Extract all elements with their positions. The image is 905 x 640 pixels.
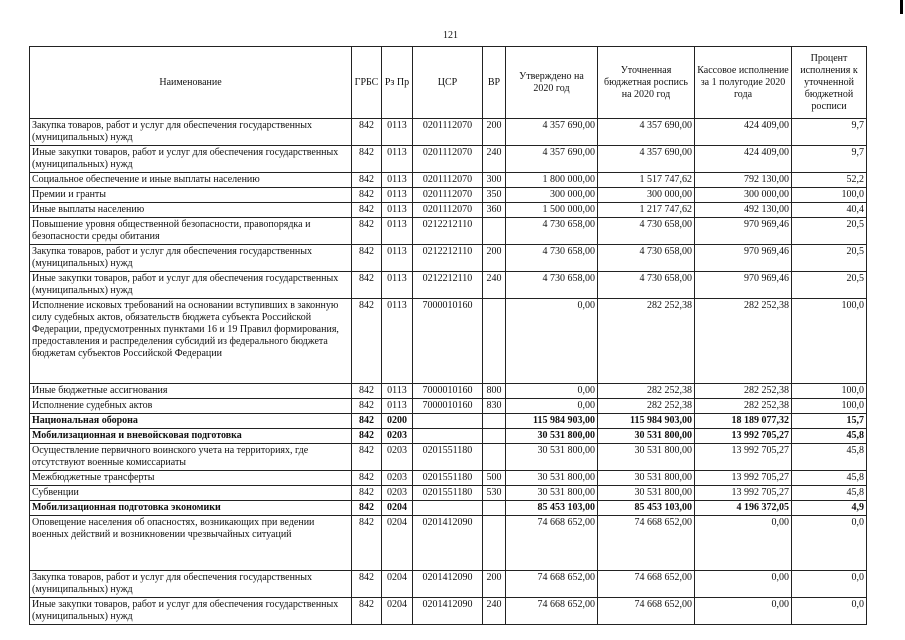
cell-cash: 0,00 xyxy=(695,516,792,571)
cell-name: Закупка товаров, работ и услуг для обеспечения государственных (муниципальных) нужд xyxy=(30,571,352,598)
cell-csr: 7000010160 xyxy=(413,384,483,399)
cell-grbs: 842 xyxy=(352,399,382,414)
cell-approved: 30 531 800,00 xyxy=(506,471,598,486)
cell-refined: 30 531 800,00 xyxy=(598,471,695,486)
cell-grbs: 842 xyxy=(352,444,382,471)
cell-percent: 45,8 xyxy=(792,486,867,501)
cell-grbs: 842 xyxy=(352,486,382,501)
cell-grbs: 842 xyxy=(352,218,382,245)
cell-cash: 792 130,00 xyxy=(695,173,792,188)
cell-percent: 52,2 xyxy=(792,173,867,188)
cell-name: Иные закупки товаров, работ и услуг для обеспечения государственных (муниципальных) нужд xyxy=(30,272,352,299)
cell-approved: 1 800 000,00 xyxy=(506,173,598,188)
cell-approved: 30 531 800,00 xyxy=(506,486,598,501)
cell-refined: 300 000,00 xyxy=(598,188,695,203)
table-row xyxy=(30,173,867,188)
cell-rzpr: 0113 xyxy=(382,399,413,414)
cell-name: Субвенции xyxy=(30,486,352,501)
cell-csr: 0201551180 xyxy=(413,486,483,501)
cell-percent: 100,0 xyxy=(792,188,867,203)
cell-grbs: 842 xyxy=(352,245,382,272)
cell-name: Иные закупки товаров, работ и услуг для обеспечения государственных (муниципальных) нужд xyxy=(30,598,352,625)
table-row xyxy=(30,188,867,203)
cell-refined: 282 252,38 xyxy=(598,299,695,384)
cell-rzpr: 0113 xyxy=(382,119,413,146)
cell-grbs: 842 xyxy=(352,272,382,299)
cell-grbs: 842 xyxy=(352,146,382,173)
cell-rzpr: 0203 xyxy=(382,486,413,501)
table-row xyxy=(30,501,867,516)
cell-csr: 0201412090 xyxy=(413,598,483,625)
cell-rzpr: 0113 xyxy=(382,299,413,384)
header-csr: ЦСР xyxy=(413,47,483,119)
cell-refined: 4 357 690,00 xyxy=(598,119,695,146)
cell-grbs: 842 xyxy=(352,516,382,571)
scan-edge-mark xyxy=(900,0,903,14)
cell-csr: 0201551180 xyxy=(413,444,483,471)
cell-approved: 4 730 658,00 xyxy=(506,245,598,272)
header-approved: Утверждено на 2020 год xyxy=(506,47,598,119)
cell-percent: 45,8 xyxy=(792,471,867,486)
cell-name: Межбюджетные трансферты xyxy=(30,471,352,486)
cell-vr: 200 xyxy=(483,571,506,598)
table-row xyxy=(30,471,867,486)
table-row xyxy=(30,444,867,471)
cell-cash: 970 969,46 xyxy=(695,245,792,272)
cell-grbs: 842 xyxy=(352,119,382,146)
cell-cash: 970 969,46 xyxy=(695,272,792,299)
table-row xyxy=(30,598,867,625)
cell-percent: 20,5 xyxy=(792,245,867,272)
cell-rzpr: 0113 xyxy=(382,188,413,203)
cell-percent: 45,8 xyxy=(792,444,867,471)
cell-csr: 0201412090 xyxy=(413,571,483,598)
cell-percent: 9,7 xyxy=(792,119,867,146)
cell-grbs: 842 xyxy=(352,299,382,384)
cell-cash: 492 130,00 xyxy=(695,203,792,218)
cell-cash: 282 252,38 xyxy=(695,384,792,399)
cell-vr: 240 xyxy=(483,272,506,299)
table-row xyxy=(30,146,867,173)
table-header-row xyxy=(30,47,867,119)
cell-cash: 13 992 705,27 xyxy=(695,429,792,444)
table-row xyxy=(30,218,867,245)
cell-vr xyxy=(483,444,506,471)
cell-rzpr: 0203 xyxy=(382,444,413,471)
cell-percent: 100,0 xyxy=(792,399,867,414)
cell-rzpr: 0203 xyxy=(382,471,413,486)
cell-refined: 4 730 658,00 xyxy=(598,218,695,245)
cell-approved: 300 000,00 xyxy=(506,188,598,203)
cell-approved: 0,00 xyxy=(506,299,598,384)
table-row xyxy=(30,429,867,444)
cell-rzpr: 0200 xyxy=(382,414,413,429)
cell-approved: 30 531 800,00 xyxy=(506,429,598,444)
cell-refined: 4 357 690,00 xyxy=(598,146,695,173)
cell-name: Иные бюджетные ассигнования xyxy=(30,384,352,399)
cell-refined: 85 453 103,00 xyxy=(598,501,695,516)
cell-vr: 530 xyxy=(483,486,506,501)
cell-rzpr: 0203 xyxy=(382,429,413,444)
table-row xyxy=(30,414,867,429)
cell-approved: 4 730 658,00 xyxy=(506,272,598,299)
cell-refined: 30 531 800,00 xyxy=(598,429,695,444)
cell-rzpr: 0113 xyxy=(382,272,413,299)
page-number: 121 xyxy=(443,30,458,41)
cell-percent: 9,7 xyxy=(792,146,867,173)
cell-grbs: 842 xyxy=(352,188,382,203)
cell-rzpr: 0204 xyxy=(382,516,413,571)
cell-percent: 15,7 xyxy=(792,414,867,429)
cell-approved: 30 531 800,00 xyxy=(506,444,598,471)
cell-vr: 240 xyxy=(483,146,506,173)
table-row xyxy=(30,272,867,299)
cell-rzpr: 0113 xyxy=(382,218,413,245)
cell-grbs: 842 xyxy=(352,384,382,399)
header-name: Наименование xyxy=(30,47,352,119)
cell-name: Мобилизационная подготовка экономики xyxy=(30,501,352,516)
cell-csr xyxy=(413,414,483,429)
cell-approved: 1 500 000,00 xyxy=(506,203,598,218)
cell-cash: 13 992 705,27 xyxy=(695,471,792,486)
cell-percent: 100,0 xyxy=(792,299,867,384)
cell-approved: 74 668 652,00 xyxy=(506,571,598,598)
cell-approved: 4 730 658,00 xyxy=(506,218,598,245)
cell-csr: 0212212110 xyxy=(413,245,483,272)
cell-percent: 20,5 xyxy=(792,272,867,299)
table-row xyxy=(30,299,867,384)
table-row xyxy=(30,384,867,399)
cell-refined: 74 668 652,00 xyxy=(598,571,695,598)
cell-grbs: 842 xyxy=(352,501,382,516)
cell-csr xyxy=(413,501,483,516)
table-body xyxy=(30,119,867,625)
cell-rzpr: 0113 xyxy=(382,245,413,272)
cell-grbs: 842 xyxy=(352,598,382,625)
table-row xyxy=(30,571,867,598)
cell-percent: 0,0 xyxy=(792,516,867,571)
cell-approved: 0,00 xyxy=(506,399,598,414)
cell-rzpr: 0204 xyxy=(382,571,413,598)
header-cash: Кассовое исполнение за 1 полугодие 2020 года xyxy=(695,47,792,119)
cell-cash: 18 189 077,32 xyxy=(695,414,792,429)
cell-refined: 30 531 800,00 xyxy=(598,486,695,501)
cell-percent: 4,9 xyxy=(792,501,867,516)
cell-csr: 7000010160 xyxy=(413,399,483,414)
cell-rzpr: 0204 xyxy=(382,598,413,625)
cell-cash: 424 409,00 xyxy=(695,146,792,173)
cell-percent: 0,0 xyxy=(792,571,867,598)
header-refined: Уточненная бюджетная роспись на 2020 год xyxy=(598,47,695,119)
cell-cash: 300 000,00 xyxy=(695,188,792,203)
cell-csr xyxy=(413,429,483,444)
cell-csr: 0201112070 xyxy=(413,146,483,173)
header-rzpr: Рз Пр xyxy=(382,47,413,119)
header-percent: Процент исполнения к уточненной бюджетной росписи xyxy=(792,47,867,119)
cell-csr: 0212212110 xyxy=(413,218,483,245)
header-vr: ВР xyxy=(483,47,506,119)
cell-name: Социальное обеспечение и иные выплаты населению xyxy=(30,173,352,188)
table-row xyxy=(30,203,867,218)
cell-refined: 282 252,38 xyxy=(598,399,695,414)
cell-name: Исполнение исковых требований на основании вступивших в законную силу судебных актов, обязательств бюджета субъекта Российской Федерации, предусмотренных пунктами 16 и 19 Правил формирования, предоставления и распределения субсидий из федерального бюджета бюджетам субъектов Российской Федерации xyxy=(30,299,352,384)
cell-grbs: 842 xyxy=(352,414,382,429)
cell-name: Повышение уровня общественной безопасности, правопорядка и безопасности среды обитания xyxy=(30,218,352,245)
cell-vr xyxy=(483,414,506,429)
cell-cash: 13 992 705,27 xyxy=(695,486,792,501)
cell-approved: 85 453 103,00 xyxy=(506,501,598,516)
cell-refined: 1 517 747,62 xyxy=(598,173,695,188)
cell-name: Мобилизационная и вневойсковая подготовка xyxy=(30,429,352,444)
cell-vr: 500 xyxy=(483,471,506,486)
cell-csr: 0212212110 xyxy=(413,272,483,299)
cell-refined: 115 984 903,00 xyxy=(598,414,695,429)
cell-cash: 4 196 372,05 xyxy=(695,501,792,516)
cell-refined: 282 252,38 xyxy=(598,384,695,399)
cell-vr: 200 xyxy=(483,245,506,272)
cell-cash: 0,00 xyxy=(695,571,792,598)
cell-csr: 7000010160 xyxy=(413,299,483,384)
cell-name: Национальная оборона xyxy=(30,414,352,429)
cell-refined: 1 217 747,62 xyxy=(598,203,695,218)
cell-percent: 0,0 xyxy=(792,598,867,625)
cell-approved: 0,00 xyxy=(506,384,598,399)
table-row xyxy=(30,245,867,272)
cell-cash: 282 252,38 xyxy=(695,399,792,414)
cell-vr xyxy=(483,429,506,444)
cell-grbs: 842 xyxy=(352,571,382,598)
cell-grbs: 842 xyxy=(352,173,382,188)
cell-rzpr: 0113 xyxy=(382,384,413,399)
cell-vr: 200 xyxy=(483,119,506,146)
cell-vr xyxy=(483,218,506,245)
cell-refined: 4 730 658,00 xyxy=(598,272,695,299)
cell-csr: 0201551180 xyxy=(413,471,483,486)
cell-name: Оповещение населения об опасностях, возникающих при ведении военных действий и возникновении чрезвычайных ситуаций xyxy=(30,516,352,571)
cell-name: Иные выплаты населению xyxy=(30,203,352,218)
cell-approved: 74 668 652,00 xyxy=(506,516,598,571)
cell-rzpr: 0204 xyxy=(382,501,413,516)
cell-percent: 40,4 xyxy=(792,203,867,218)
cell-vr: 240 xyxy=(483,598,506,625)
cell-vr: 800 xyxy=(483,384,506,399)
cell-cash: 424 409,00 xyxy=(695,119,792,146)
cell-name: Иные закупки товаров, работ и услуг для обеспечения государственных (муниципальных) нужд xyxy=(30,146,352,173)
table-row xyxy=(30,516,867,571)
cell-name: Премии и гранты xyxy=(30,188,352,203)
cell-approved: 4 357 690,00 xyxy=(506,146,598,173)
cell-percent: 100,0 xyxy=(792,384,867,399)
cell-csr: 0201112070 xyxy=(413,203,483,218)
cell-cash: 0,00 xyxy=(695,598,792,625)
cell-refined: 74 668 652,00 xyxy=(598,598,695,625)
cell-name: Закупка товаров, работ и услуг для обеспечения государственных (муниципальных) нужд xyxy=(30,119,352,146)
table-row xyxy=(30,486,867,501)
cell-rzpr: 0113 xyxy=(382,203,413,218)
cell-refined: 4 730 658,00 xyxy=(598,245,695,272)
cell-vr xyxy=(483,299,506,384)
cell-csr: 0201112070 xyxy=(413,173,483,188)
cell-approved: 115 984 903,00 xyxy=(506,414,598,429)
cell-vr xyxy=(483,516,506,571)
cell-cash: 13 992 705,27 xyxy=(695,444,792,471)
cell-percent: 20,5 xyxy=(792,218,867,245)
cell-csr: 0201412090 xyxy=(413,516,483,571)
cell-percent: 45,8 xyxy=(792,429,867,444)
budget-execution-table xyxy=(29,46,867,625)
cell-approved: 4 357 690,00 xyxy=(506,119,598,146)
cell-csr: 0201112070 xyxy=(413,119,483,146)
header-grbs: ГРБС xyxy=(352,47,382,119)
cell-vr xyxy=(483,501,506,516)
cell-name: Закупка товаров, работ и услуг для обеспечения государственных (муниципальных) нужд xyxy=(30,245,352,272)
table-row xyxy=(30,399,867,414)
cell-grbs: 842 xyxy=(352,203,382,218)
cell-approved: 74 668 652,00 xyxy=(506,598,598,625)
cell-vr: 830 xyxy=(483,399,506,414)
cell-csr: 0201112070 xyxy=(413,188,483,203)
cell-rzpr: 0113 xyxy=(382,146,413,173)
table-row xyxy=(30,119,867,146)
cell-name: Исполнение судебных актов xyxy=(30,399,352,414)
cell-vr: 350 xyxy=(483,188,506,203)
cell-refined: 74 668 652,00 xyxy=(598,516,695,571)
cell-vr: 360 xyxy=(483,203,506,218)
cell-rzpr: 0113 xyxy=(382,173,413,188)
cell-name: Осуществление первичного воинского учета на территориях, где отсутствуют военные комиссариаты xyxy=(30,444,352,471)
cell-grbs: 842 xyxy=(352,429,382,444)
cell-refined: 30 531 800,00 xyxy=(598,444,695,471)
cell-cash: 970 969,46 xyxy=(695,218,792,245)
cell-vr: 300 xyxy=(483,173,506,188)
cell-grbs: 842 xyxy=(352,471,382,486)
cell-cash: 282 252,38 xyxy=(695,299,792,384)
